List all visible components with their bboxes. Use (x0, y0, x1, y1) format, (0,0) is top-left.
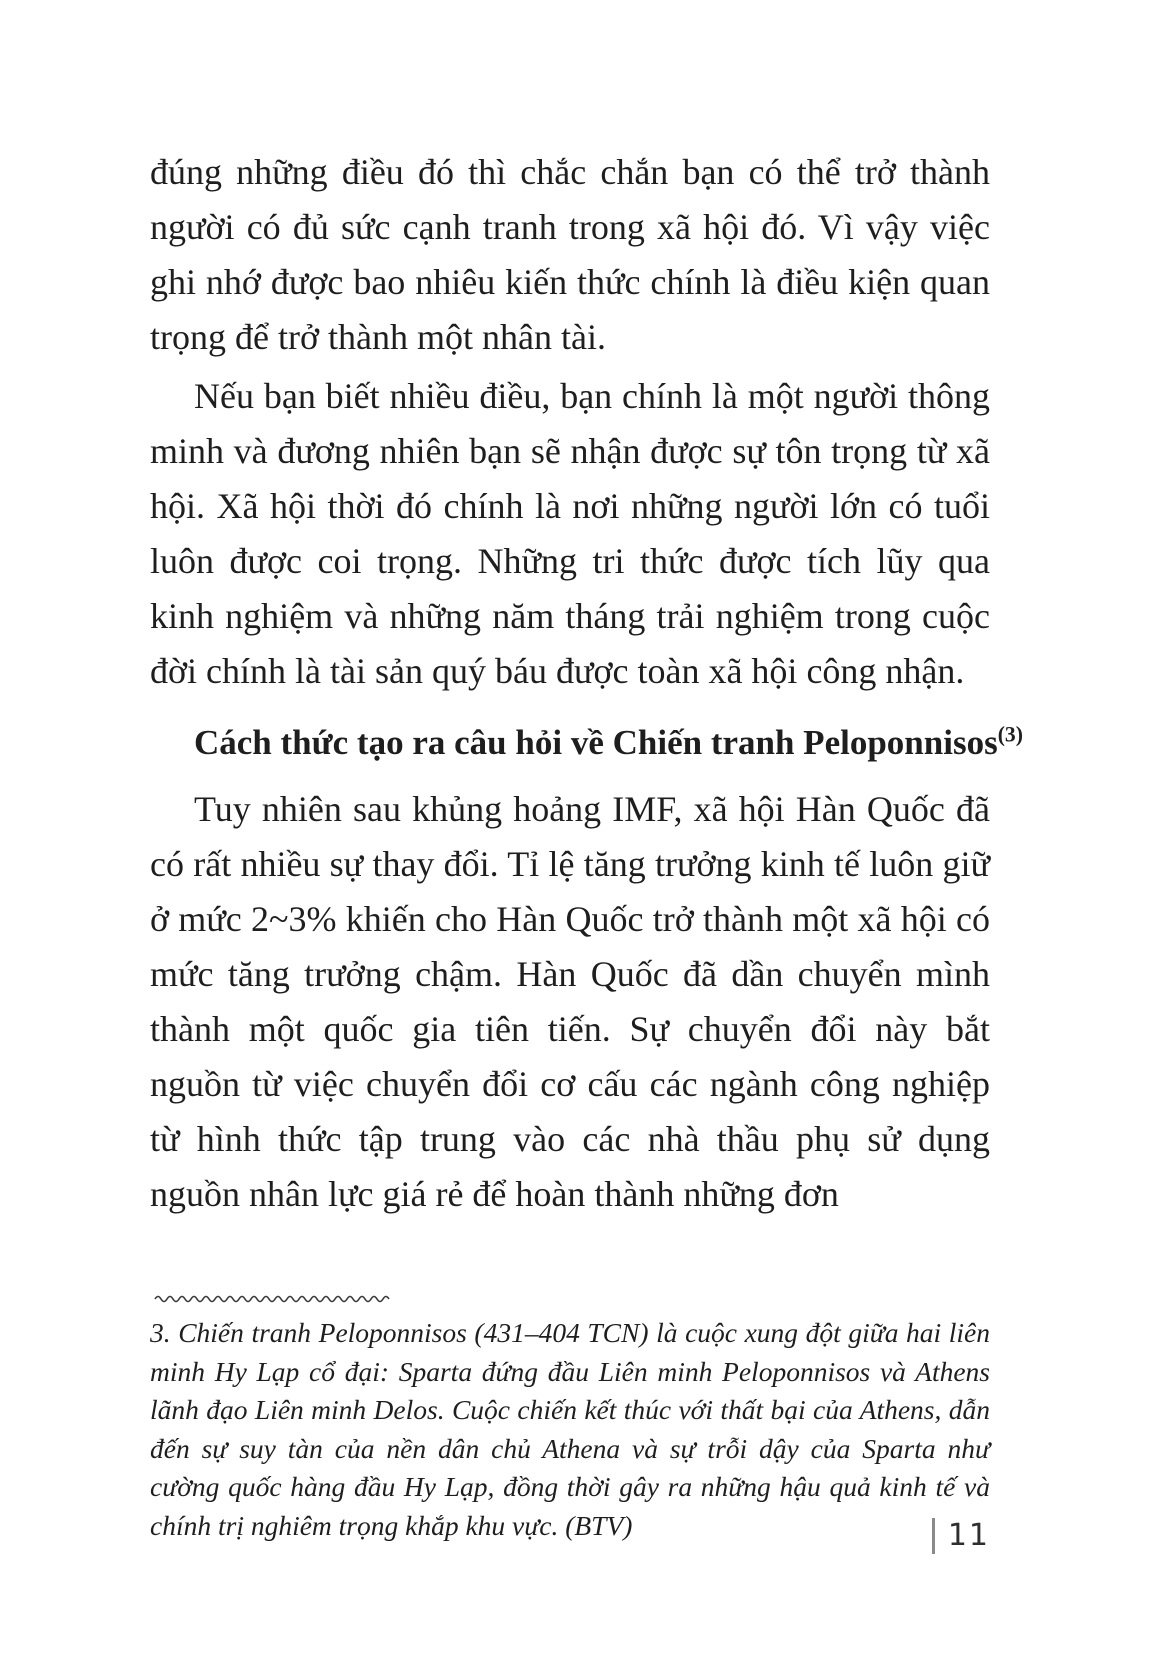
paragraph: Tuy nhiên sau khủng hoảng IMF, xã hội Hàn Quốc đã có rất nhiều sự thay đổi. Tỉ lệ tăng trưởng kinh tế luôn giữ ở mức 2~3% khiến cho Hàn Quốc trở thành một xã hội có mức tăng trưởng chậm. Hàn Quốc đã dần chuyển mình thành một quốc gia tiên tiến. Sự chuyển đổi này bắt nguồn từ việc chuyển đổi cơ cấu các ngành công nghiệp từ hình thức tập trung vào các nhà thầu phụ sử dụng nguồn nhân lực giá rẻ để hoàn thành những đơn (150, 789, 990, 1214)
footnote-separator-wavy-line (154, 1292, 398, 1304)
footnote-block (150, 1292, 990, 1545)
section-heading (150, 715, 1023, 770)
footnote-reference-marker: (3) (997, 722, 1023, 747)
body-text-block (150, 145, 1023, 1226)
paragraph-continued: đúng những điều đó thì chắc chắn bạn có thể trở thành người có đủ sức cạnh tranh trong xã hội đó. Vì vậy việc ghi nhớ được bao nhiêu kiến thức chính là điều kiện quan trọng để trở thành một nhân tài. (150, 152, 990, 357)
section-heading-text: Cách thức tạo ra câu hỏi về Chiến tranh Peloponnisos (194, 723, 998, 762)
footnote-text: 3. Chiến tranh Peloponnisos (431–404 TCN) là cuộc xung đột giữa hai liên minh Hy Lạp cổ đại: Sparta đứng đầu Liên minh Peloponnisos và Athens lãnh đạo Liên minh Delos. Cuộc chiến kết thúc với thất bại của Athens, dẫn đến sự suy tàn của nền dân chủ Athena và sự trỗi dậy của Sparta như cường quốc hàng đầu Hy Lạp, đồng thời gây ra những hậu quả kinh tế và chính trị nghiêm trọng khắp khu vực. (BTV) (150, 1317, 990, 1541)
paragraph: Nếu bạn biết nhiều điều, bạn chính là một người thông minh và đương nhiên bạn sẽ nhận được sự tôn trọng từ xã hội. Xã hội thời đó chính là nơi những người lớn có tuổi luôn được coi trọng. Những tri thức được tích lũy qua kinh nghiệm và những năm tháng trải nghiệm trong cuộc đời chính là tài sản quý báu được toàn xã hội công nhận. (150, 376, 990, 691)
page-number: 11 (932, 1518, 990, 1554)
